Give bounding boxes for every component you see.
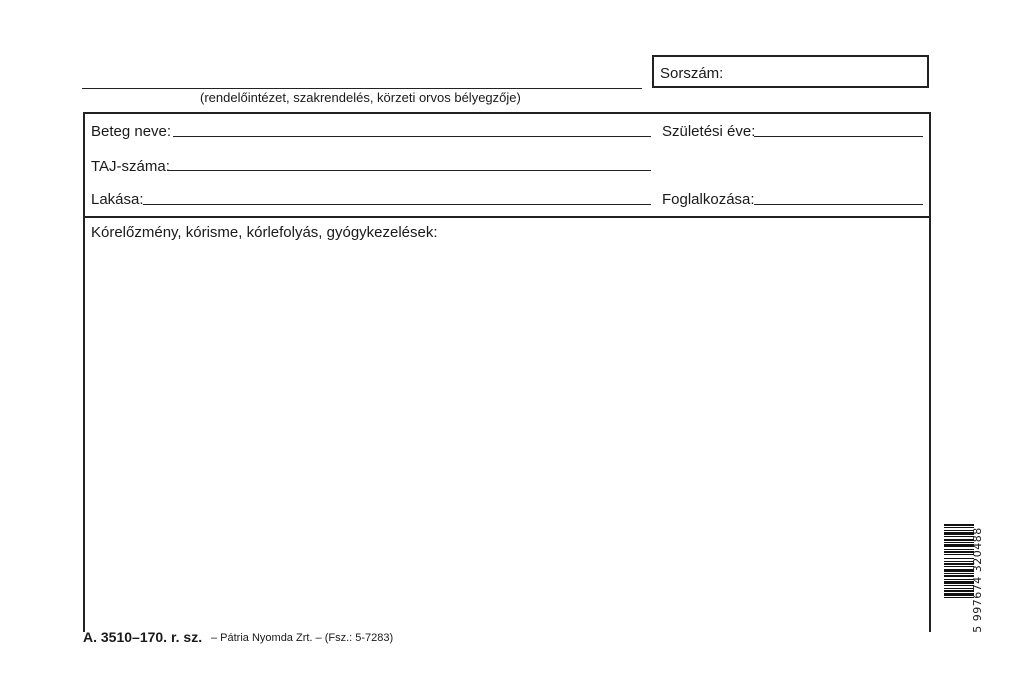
barcode-bar: [944, 542, 974, 543]
barcode-bar: [944, 569, 974, 572]
medical-history-area[interactable]: [90, 246, 926, 626]
serial-number-field[interactable]: [652, 55, 929, 88]
address-label: Lakása:: [91, 191, 144, 208]
stamp-signature-line: [82, 88, 642, 89]
barcode-bar: [944, 566, 974, 567]
barcode-digits: 5 997674 320488: [971, 527, 984, 633]
barcode-bar: [944, 527, 974, 528]
serial-number-label: Sorszám:: [660, 65, 724, 82]
barcode-bar: [944, 551, 974, 553]
barcode-bar: [944, 536, 974, 537]
barcode-bar: [944, 530, 974, 531]
barcode-bar: [944, 585, 974, 586]
occupation-label: Foglalkozása:: [662, 191, 755, 208]
barcode-bar: [944, 588, 974, 589]
medical-history-label: Kórelőzmény, kórisme, kórlefolyás, gyógykezelések:: [91, 224, 438, 241]
barcode-bar: [944, 590, 974, 592]
barcode-bar: [944, 558, 974, 559]
barcode-bar: [944, 581, 974, 584]
taj-number-field[interactable]: [167, 170, 651, 171]
occupation-field[interactable]: [754, 204, 923, 205]
birth-year-field[interactable]: [754, 136, 923, 137]
barcode-bar: [944, 524, 974, 526]
form-code: A. 3510–170. r. sz.: [83, 629, 203, 645]
patient-name-field[interactable]: [173, 136, 651, 137]
section-divider: [83, 216, 931, 218]
birth-year-label: Születési éve:: [662, 123, 756, 140]
barcode-bar: [944, 539, 974, 541]
barcode-bar: [944, 532, 974, 535]
barcode-bar: [944, 563, 974, 565]
patient-name-label: Beteg neve:: [91, 123, 172, 140]
barcode-bar: [944, 575, 974, 577]
barcode-bar: [944, 573, 974, 574]
printer-info: – Pátria Nyomda Zrt. – (Fsz.: 5-7283): [211, 632, 394, 644]
address-field[interactable]: [143, 204, 651, 205]
barcode-bar: [944, 544, 974, 547]
barcode-bar: [944, 561, 974, 562]
barcode-bar: [944, 593, 974, 596]
barcode-bar: [944, 597, 974, 598]
stamp-caption: (rendelőintézet, szakrendelés, körzeti orvos bélyegzője): [200, 90, 521, 105]
barcode-bar: [944, 554, 974, 555]
taj-number-label: TAJ-száma:: [91, 158, 170, 175]
barcode-bar: [944, 549, 974, 550]
barcode-bar: [944, 579, 974, 580]
